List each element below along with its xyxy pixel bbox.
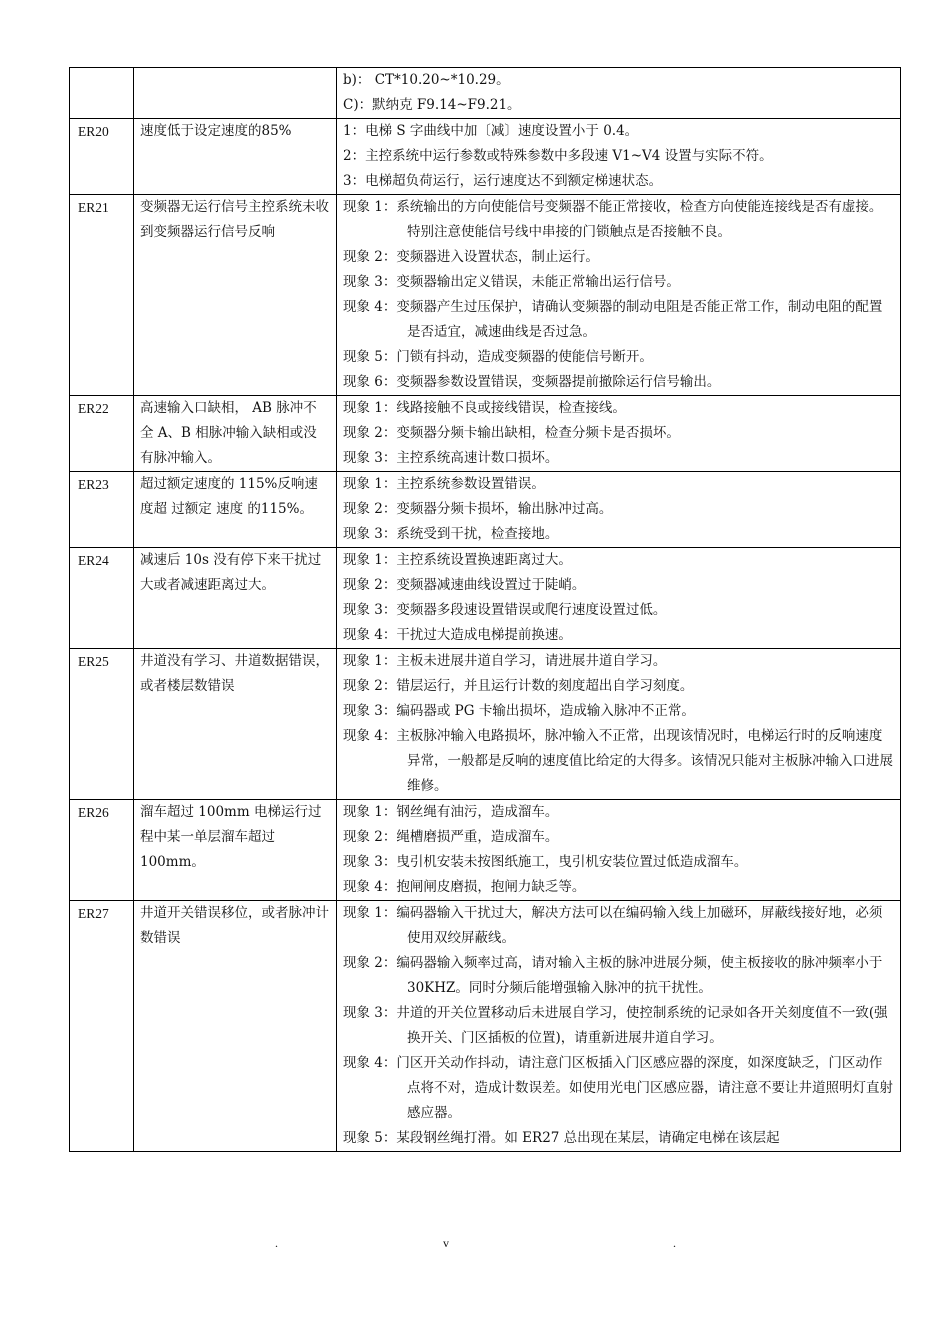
- solution-item: 现象 1：主控系统参数设置错误。: [343, 476, 545, 492]
- error-solutions: [337, 472, 901, 548]
- error-description: 超过额定速度的 115%反响速度超 过额定 速度 的115%。: [134, 472, 337, 548]
- error-solutions: [337, 649, 901, 800]
- error-description: 溜车超过 100mm 电梯运行过程中某一单层溜车超过 100mm。: [134, 800, 337, 901]
- table-row: [70, 901, 901, 1152]
- solution-item: 现象 2：绳槽磨损严重，造成溜车。: [343, 829, 559, 845]
- solution-item: 现象 1：钢丝绳有油污，造成溜车。: [343, 804, 559, 820]
- solution-item: 现象 1：线路接触不良或接线错误，检查接线。: [343, 400, 626, 416]
- error-code: ER26: [70, 800, 134, 901]
- solution-item: 现象 4：干扰过大造成电梯提前换速。: [343, 627, 572, 643]
- error-solutions: [337, 800, 901, 901]
- solution-item: 现象 2：编码器输入频率过高，请对输入主板的脉冲进展分频，使主板接收的脉冲频率小于 30KHZ。同时分频后能增强输入脉冲的抗干扰性。: [343, 955, 883, 996]
- solution-item: 现象 5：门锁有抖动，造成变频器的使能信号断开。: [343, 349, 653, 365]
- error-code: [70, 68, 134, 119]
- page-footer: [0, 1236, 950, 1256]
- solution-item: 3：电梯超负荷运行，运行速度达不到额定梯速状态。: [343, 173, 663, 189]
- error-solutions: [337, 548, 901, 649]
- error-code: ER22: [70, 396, 134, 472]
- footer-right-mark: .: [673, 1236, 676, 1250]
- solution-item: 现象 1：编码器输入干扰过大，解决方法可以在编码输入线上加磁环，屏蔽线接好地，必须使用双绞屏蔽线。: [343, 905, 883, 946]
- solution-item: 现象 4：抱闸闸皮磨损，抱闸力缺乏等。: [343, 879, 586, 895]
- table-row: [70, 472, 901, 548]
- solution-item: 现象 2：变频器减速曲线设置过于陡峭。: [343, 577, 586, 593]
- error-code: ER21: [70, 195, 134, 396]
- error-description: [134, 68, 337, 119]
- solution-item: 现象 3：变频器输出定义错误，未能正常输出运行信号。: [343, 274, 680, 290]
- solution-item: 现象 4：主板脉冲输入电路损坏，脉冲输入不正常，出现该情况时，电梯运行时的反响速度异常，一般都是反响的速度值比给定的大得多。该情况只能对主板脉冲输入口进展维修。: [343, 728, 893, 794]
- solution-item: 现象 1：系统输出的方向使能信号变频器不能正常接收，检查方向使能连接线是否有虚接。特别注意使能信号线中串接的门锁触点是否接触不良。: [343, 199, 883, 240]
- solution-item: b)： CT*10.20~*10.29。: [343, 72, 510, 88]
- error-solutions: [337, 68, 901, 119]
- error-code-table: [69, 67, 901, 1152]
- error-description: 井道没有学习、井道数据错误，或者楼层数错误: [134, 649, 337, 800]
- solution-item: 1：电梯 S 字曲线中加〔减〕速度设置小于 0.4。: [343, 123, 639, 139]
- solution-item: 现象 5：某段钢丝绳打滑。如 ER27 总出现在某层，请确定电梯在该层起: [343, 1130, 780, 1146]
- solution-item: 现象 2：变频器进入设置状态，制止运行。: [343, 249, 599, 265]
- solution-item: 现象 3：系统受到干扰，检查接地。: [343, 526, 559, 542]
- error-description: 井道开关错误移位，或者脉冲计数错误: [134, 901, 337, 1152]
- solution-item: 现象 1：主板未进展井道自学习，请进展井道自学习。: [343, 653, 667, 669]
- solution-item: 现象 2：变频器分频卡损坏，输出脉冲过高。: [343, 501, 613, 517]
- error-code: ER25: [70, 649, 134, 800]
- solution-item: 现象 3：变频器多段速设置错误或爬行速度设置过低。: [343, 602, 667, 618]
- error-code: ER20: [70, 119, 134, 195]
- table-row: [70, 649, 901, 800]
- error-code: ER27: [70, 901, 134, 1152]
- footer-left-mark: .: [275, 1236, 278, 1250]
- solution-item: 现象 3：曳引机安装未按图纸施工，曳引机安装位置过低造成溜车。: [343, 854, 748, 870]
- solution-item: C)：默纳克 F9.14~F9.21。: [343, 97, 521, 113]
- solution-item: 现象 1：主控系统设置换速距离过大。: [343, 552, 572, 568]
- error-solutions: [337, 396, 901, 472]
- table-row: [70, 195, 901, 396]
- solution-item: 现象 2：变频器分频卡输出缺相，检查分频卡是否损坏。: [343, 425, 680, 441]
- error-description: 变频器无运行信号主控系统未收到变频器运行信号反响: [134, 195, 337, 396]
- table-row: [70, 548, 901, 649]
- table-row: [70, 396, 901, 472]
- table-row: [70, 800, 901, 901]
- error-code: ER23: [70, 472, 134, 548]
- error-solutions: [337, 195, 901, 396]
- error-code: ER24: [70, 548, 134, 649]
- solution-item: 现象 2：错层运行，并且运行计数的刻度超出自学习刻度。: [343, 678, 694, 694]
- solution-item: 现象 3：井道的开关位置移动后未进展自学习，使控制系统的记录如各开关刻度值不一致(强换开关、门区插板的位置)，请重新进展井道自学习。: [343, 1005, 888, 1046]
- error-description: 速度低于设定速度的85%: [134, 119, 337, 195]
- solution-item: 现象 6：变频器参数设置错误，变频器提前撤除运行信号输出。: [343, 374, 721, 390]
- table-row: [70, 119, 901, 195]
- footer-center-mark: v: [443, 1236, 449, 1250]
- solution-item: 现象 4：变频器产生过压保护，请确认变频器的制动电阻是否能正常工作，制动电阻的配置是否适宜，减速曲线是否过急。: [343, 299, 883, 340]
- solution-item: 现象 3：主控系统高速计数口损坏。: [343, 450, 559, 466]
- error-description: 减速后 10s 没有停下来干扰过大或者减速距离过大。: [134, 548, 337, 649]
- solution-item: 现象 4：门区开关动作抖动，请注意门区板插入门区感应器的深度，如深度缺乏，门区动作点将不对，造成计数误差。如使用光电门区感应器，请注意不要让井道照明灯直射感应器。: [343, 1055, 893, 1121]
- error-solutions: [337, 901, 901, 1152]
- table-row: [70, 68, 901, 119]
- solution-item: 现象 3：编码器或 PG 卡输出损坏，造成输入脉冲不正常。: [343, 703, 695, 719]
- error-solutions: [337, 119, 901, 195]
- error-description: 高速输入口缺相， AB 脉冲不全 A、B 相脉冲输入缺相或没有脉冲输入。: [134, 396, 337, 472]
- solution-item: 2：主控系统中运行参数或特殊参数中多段速 V1~V4 设置与实际不符。: [343, 148, 773, 164]
